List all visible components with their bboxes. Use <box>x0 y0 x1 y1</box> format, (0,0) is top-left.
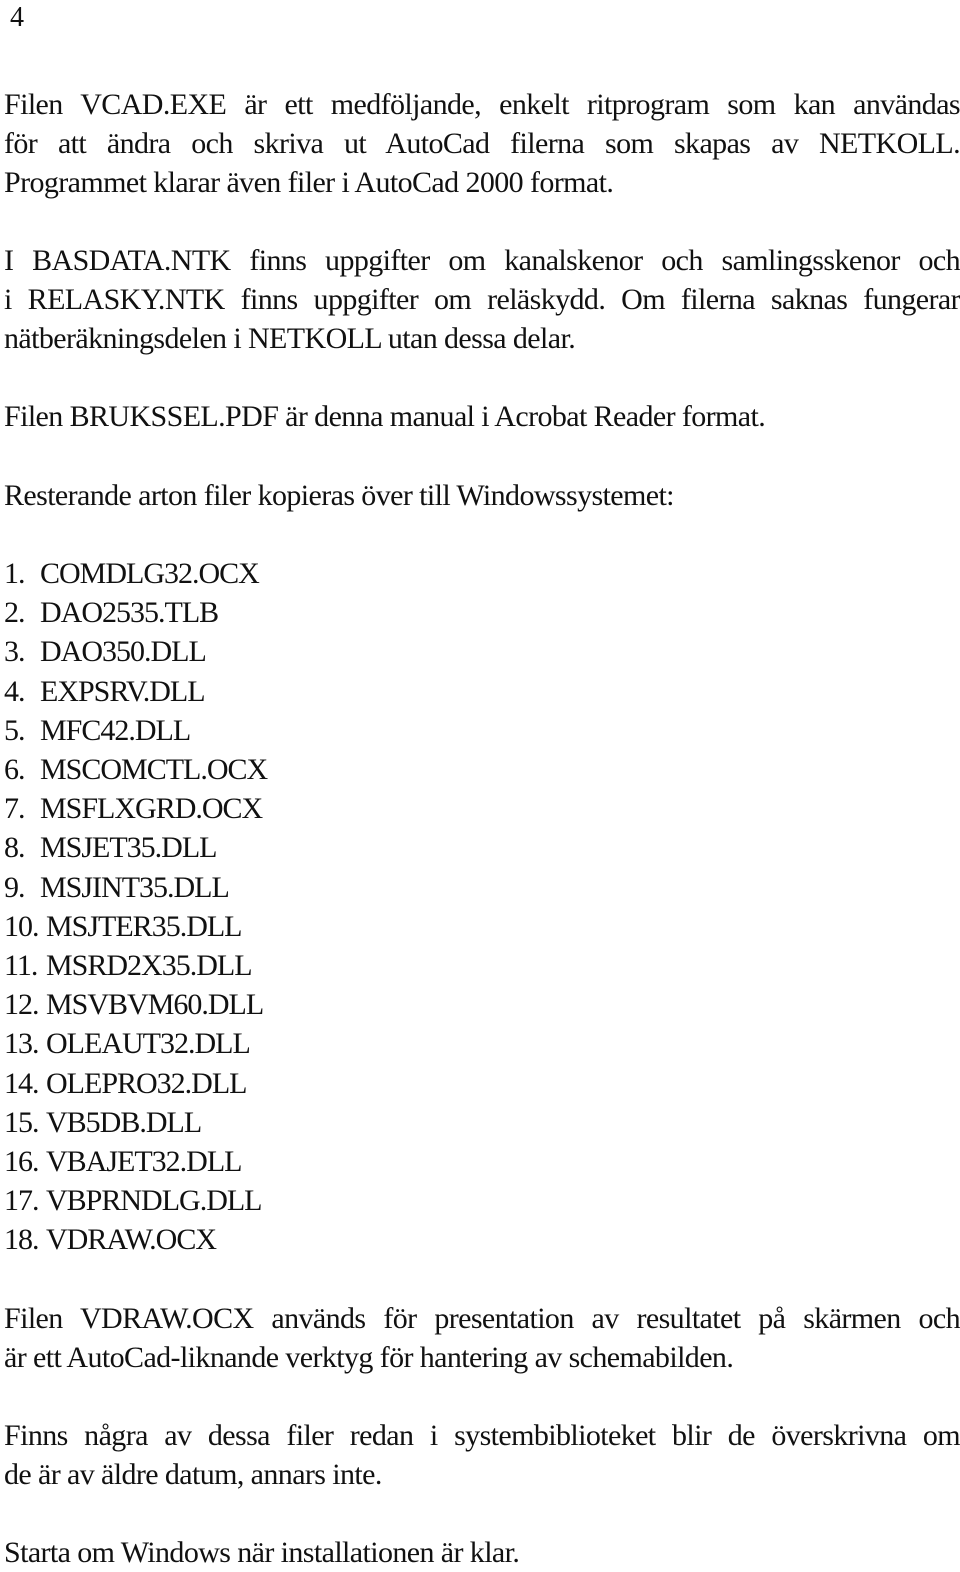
list-item-number: 10. <box>4 909 39 943</box>
list-item-filename: MSRD2X35.DLL <box>46 949 252 983</box>
list-item <box>4 789 267 828</box>
list-item <box>4 1181 267 1220</box>
list-item-number: 16. <box>4 1145 39 1179</box>
list-item <box>4 1024 267 1063</box>
list-item <box>4 946 267 985</box>
list-item-number: 12. <box>4 988 39 1022</box>
list-item-filename: OLEAUT32.DLL <box>46 1027 250 1061</box>
list-item <box>4 1220 267 1259</box>
paragraph-line: Finns några av dessa filer redan i systembiblioteket blir de överskrivna om <box>4 1419 960 1452</box>
list-item-filename: VBPRNDLG.DLL <box>46 1184 262 1218</box>
list-item-number: 9. <box>4 870 25 904</box>
list-item-number: 8. <box>4 831 25 865</box>
list-item-number: 15. <box>4 1105 39 1139</box>
list-item-number: 13. <box>4 1027 39 1061</box>
list-item <box>4 1103 267 1142</box>
list-item-number: 7. <box>4 792 25 826</box>
list-item <box>4 828 267 867</box>
page-number: 4 <box>10 2 24 33</box>
list-item-filename: MSJTER35.DLL <box>46 909 242 943</box>
paragraph-line: Filen VCAD.EXE är ett medföljande, enkelt ritprogram som kan användas <box>4 88 960 121</box>
list-item-filename: VBAJET32.DLL <box>46 1145 242 1179</box>
list-item <box>4 1142 267 1181</box>
paragraph-line: Filen BRUKSSEL.PDF är denna manual i Acrobat Reader format. <box>4 400 766 433</box>
list-item-number: 18. <box>4 1223 39 1257</box>
list-item-filename: MSVBVM60.DLL <box>46 988 264 1022</box>
list-item-filename: DAO2535.TLB <box>40 596 219 630</box>
paragraph-line: I BASDATA.NTK finns uppgifter om kanalskenor och samlingsskenor och <box>4 244 960 277</box>
list-item-filename: EXPSRV.DLL <box>40 674 205 708</box>
list-item <box>4 593 267 632</box>
paragraph-line: Resterande arton filer kopieras över till Windowssystemet: <box>4 479 674 512</box>
list-item <box>4 985 267 1024</box>
list-item-filename: MSJINT35.DLL <box>40 870 229 904</box>
list-item-number: 14. <box>4 1066 39 1100</box>
list-item-filename: OLEPRO32.DLL <box>46 1066 247 1100</box>
paragraph-basdata <box>4 241 960 358</box>
list-item-number: 1. <box>4 557 25 590</box>
list-item <box>4 711 267 750</box>
list-item-filename: MSCOMCTL.OCX <box>40 753 268 787</box>
paragraph-line: är ett AutoCad-liknande verktyg för hantering av schemabilden. <box>4 1341 734 1374</box>
list-item <box>4 750 267 789</box>
paragraph-line: för att ändra och skriva ut AutoCad filerna som skapas av NETKOLL. <box>4 127 960 160</box>
paragraph-line: Starta om Windows när installationen är klar. <box>4 1536 520 1569</box>
list-item <box>4 672 267 711</box>
list-item-number: 17. <box>4 1184 39 1218</box>
list-item-filename: VDRAW.OCX <box>46 1223 217 1257</box>
paragraph-line: i RELASKY.NTK finns uppgifter om reläskydd. Om filerna saknas fungerar <box>4 283 960 316</box>
list-item-filename: MSJET35.DLL <box>40 831 217 865</box>
list-item-filename: VB5DB.DLL <box>46 1105 202 1139</box>
paragraph-restart <box>4 1533 960 1572</box>
list-item-filename: DAO350.DLL <box>40 635 206 669</box>
paragraph-overwrite <box>4 1416 960 1494</box>
list-item-filename: COMDLG32.OCX <box>40 557 259 590</box>
list-item <box>4 1064 267 1103</box>
paragraph-line: nätberäkningsdelen i NETKOLL utan dessa delar. <box>4 322 576 355</box>
list-item-number: 3. <box>4 635 25 669</box>
paragraph-vcad <box>4 85 960 202</box>
paragraph-file-intro <box>4 476 960 515</box>
paragraph-vdraw <box>4 1299 960 1377</box>
list-item-number: 4. <box>4 674 25 708</box>
list-item <box>4 907 267 946</box>
list-item-filename: MFC42.DLL <box>40 713 191 747</box>
paragraph-line: de är av äldre datum, annars inte. <box>4 1458 382 1491</box>
list-item-number: 6. <box>4 753 25 787</box>
list-item <box>4 632 267 671</box>
list-item <box>4 868 267 907</box>
list-item <box>4 554 267 593</box>
file-list <box>4 554 267 1260</box>
paragraph-line: Programmet klarar även filer i AutoCad 2000 format. <box>4 166 614 199</box>
list-item-filename: MSFLXGRD.OCX <box>40 792 263 826</box>
list-item-number: 11. <box>4 949 38 983</box>
paragraph-manual <box>4 397 960 436</box>
paragraph-line: Filen VDRAW.OCX används för presentation av resultatet på skärmen och <box>4 1302 960 1335</box>
list-item-number: 2. <box>4 596 25 630</box>
list-item-number: 5. <box>4 713 25 747</box>
